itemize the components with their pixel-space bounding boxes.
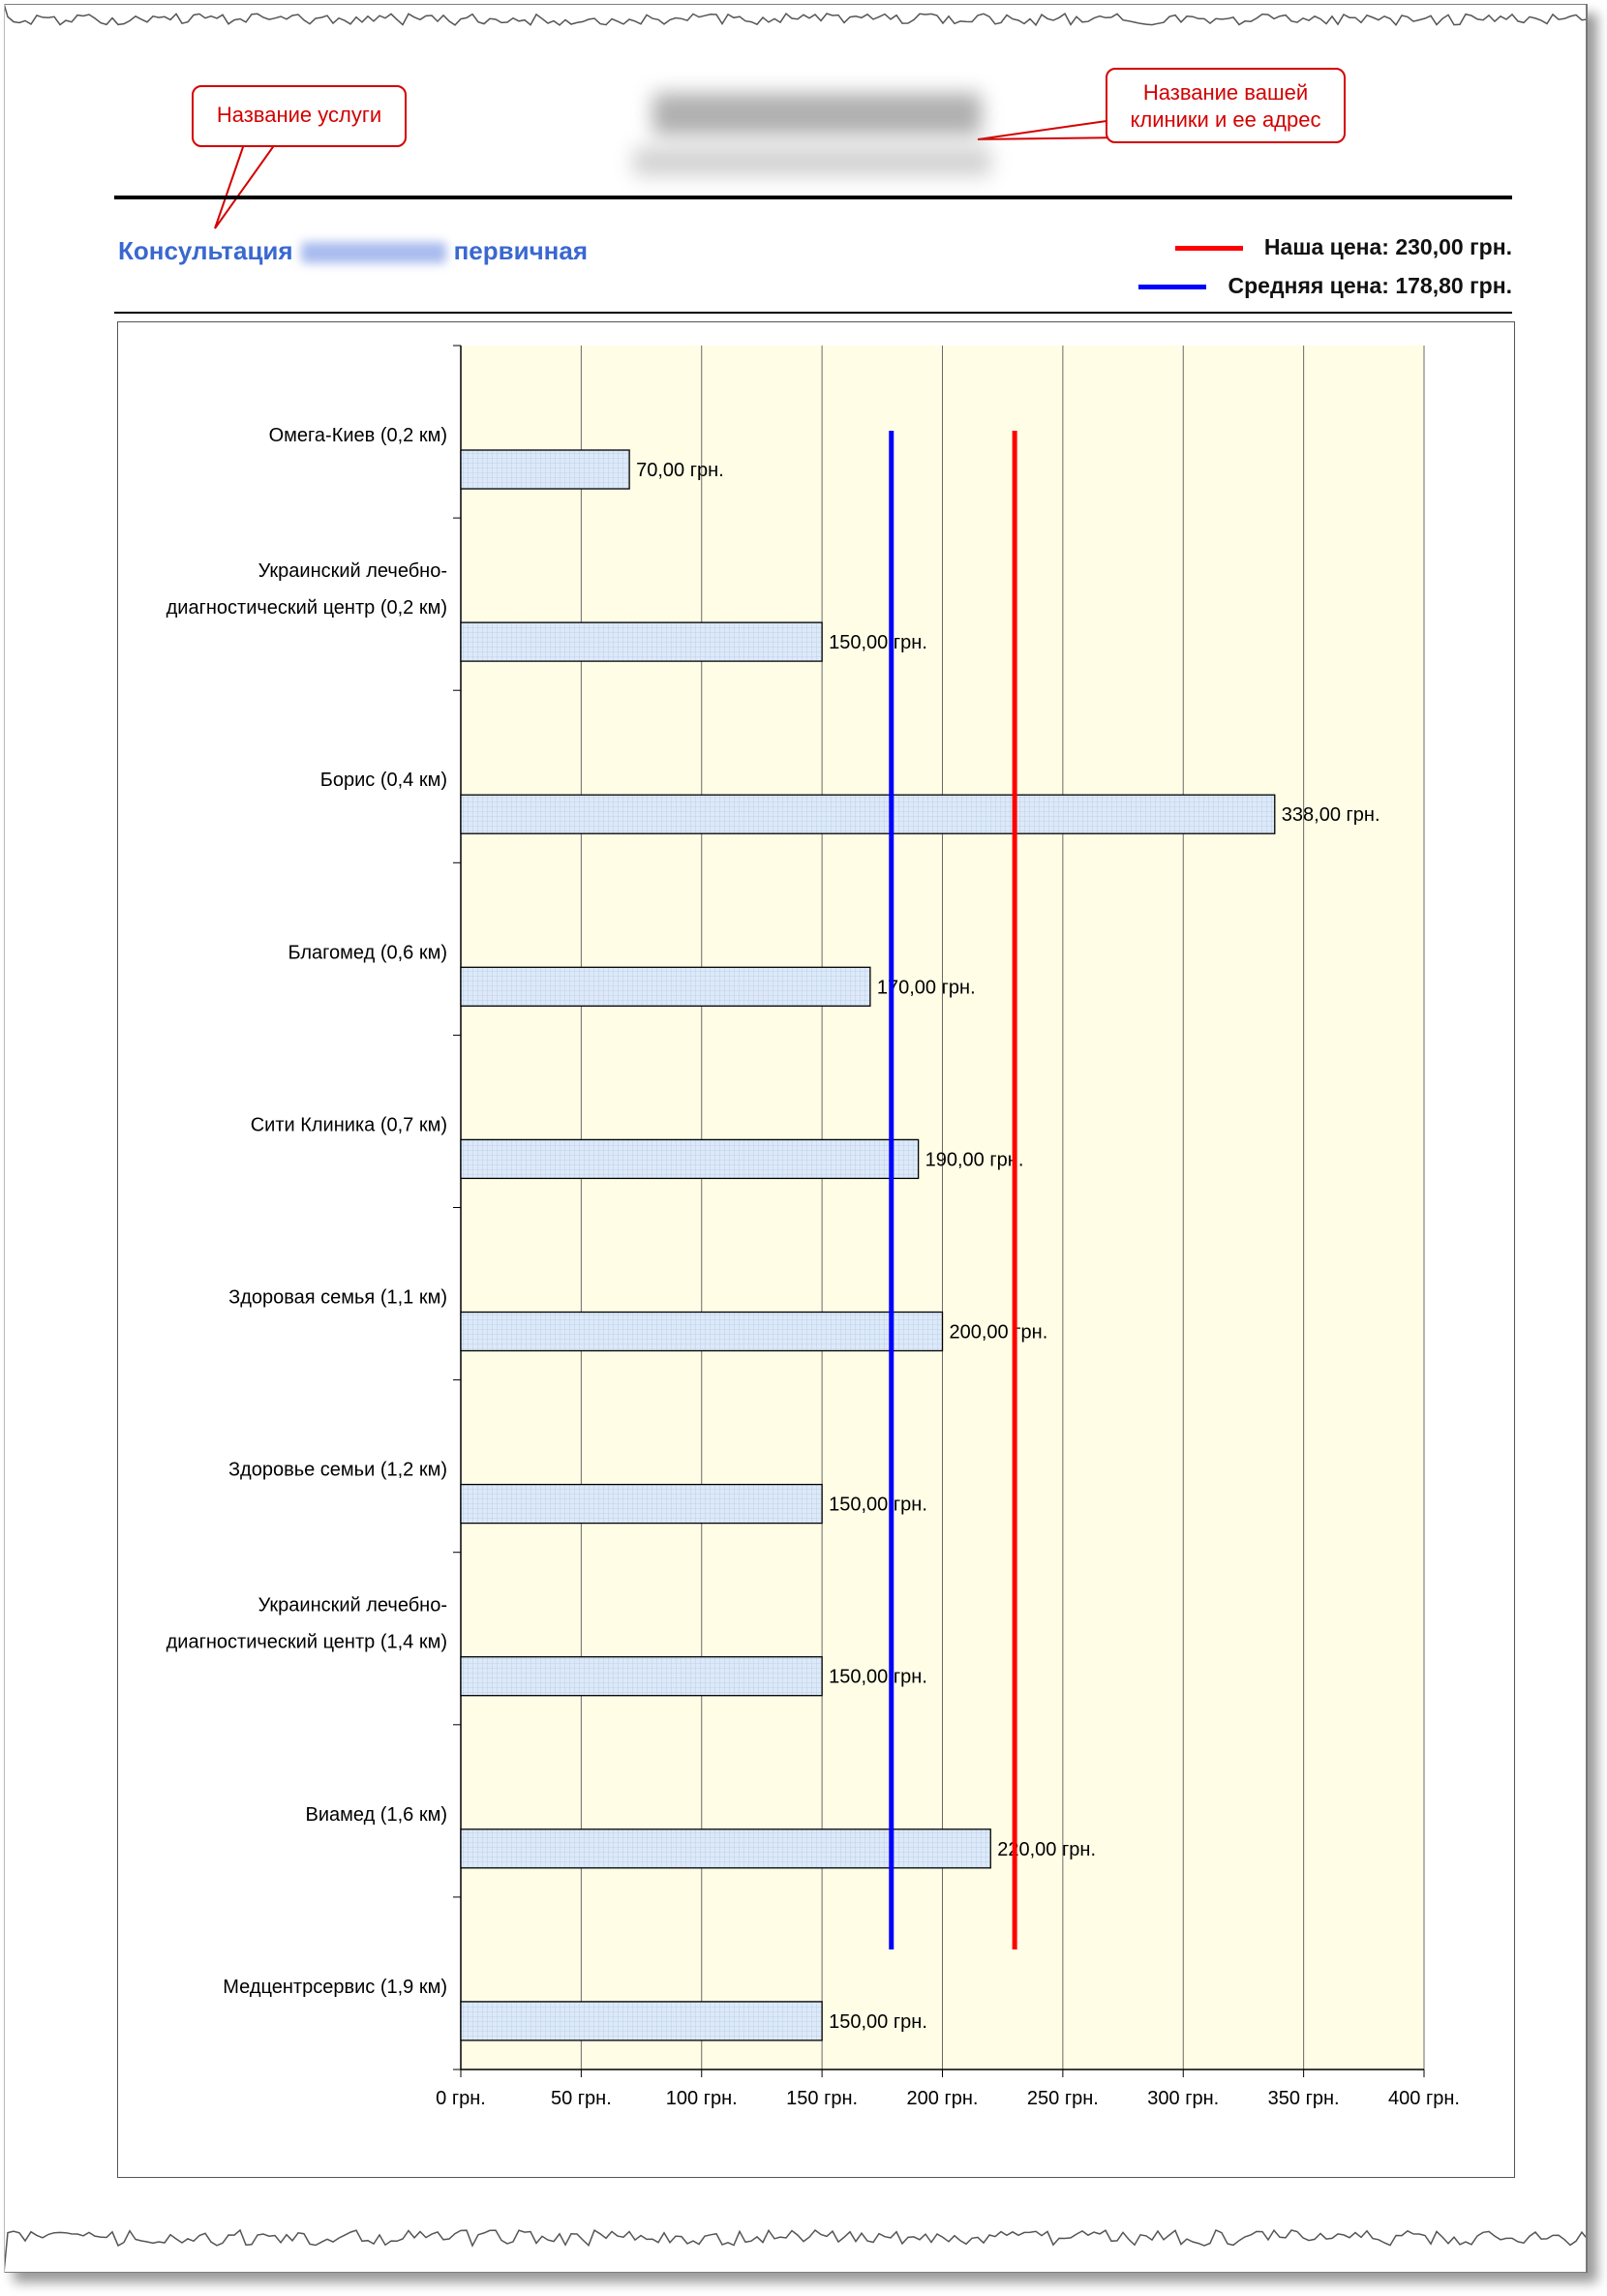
price-value-label: 170,00 грн. [876, 977, 976, 999]
clinic-label [251, 1114, 447, 1135]
x-tick-label: 400 грн. [1388, 2088, 1460, 2109]
clinic-label-line: Сити Клиника (0,7 км) [250, 1114, 447, 1136]
price-bar [461, 1829, 990, 1868]
price-bar [461, 2002, 822, 2040]
price-bar [461, 967, 870, 1006]
price-value-label: 220,00 грн. [997, 1838, 1096, 1860]
clinic-label-line: Здоровая семья (1,1 км) [228, 1286, 447, 1309]
clinic-label [306, 1804, 447, 1826]
price-value-label: 150,00 грн. [829, 2010, 927, 2033]
clinic-label [288, 942, 447, 963]
price-bar [461, 622, 822, 661]
report-page [4, 4, 1588, 2273]
price-bar [461, 450, 629, 489]
x-tick-label: 250 грн. [1026, 2088, 1099, 2109]
clinic-label [167, 1595, 447, 1653]
price-bar [461, 1313, 943, 1351]
price-value-label: 150,00 грн. [829, 632, 927, 654]
legend-average-price-label: Средняя цена: [1228, 273, 1389, 298]
x-tick-label: 300 грн. [1147, 2088, 1220, 2109]
clinic-label-line: диагностический центр (0,2 км) [166, 597, 447, 619]
service-title-word1: Консультация [118, 236, 293, 265]
price-value-label: 190,00 грн. [925, 1149, 1024, 1171]
clinic-label-line: Медцентрсервис (1,9 км) [223, 1976, 447, 1998]
clinic-label [167, 560, 447, 619]
clinic-label [228, 1460, 447, 1481]
legend-our-price-label: Наша цена: [1263, 234, 1389, 259]
legend-our-price-value: 230,00 грн. [1395, 234, 1512, 259]
price-bar [461, 1485, 822, 1524]
legend-average-price-value: 178,80 грн. [1395, 273, 1512, 298]
price-value-label: 338,00 грн. [1281, 804, 1380, 827]
x-tick-label: 150 грн. [786, 2088, 859, 2109]
clinic-label-line: Украинский лечебно- [258, 1594, 447, 1616]
service-title-word2: первичная [453, 236, 589, 265]
price-value-label: 150,00 грн. [829, 1666, 927, 1688]
x-tick-label: 0 грн. [436, 2088, 486, 2109]
clinic-label [269, 425, 447, 446]
price-comparison-chart [4, 4, 1588, 2211]
callout-service-text: Название услуги [216, 103, 382, 127]
torn-bottom-edge [4, 2217, 1588, 2273]
x-tick-label: 350 грн. [1267, 2088, 1340, 2109]
clinic-label [223, 1977, 447, 1998]
clinic-label-line: Здоровье семьи (1,2 км) [227, 1459, 447, 1481]
clinic-label-line: Омега-Киев (0,2 км) [268, 425, 447, 446]
x-tick-label: 100 грн. [665, 2088, 738, 2109]
callout-clinic-line2: клиники и ее адрес [1130, 107, 1321, 132]
clinic-label-line: Благомед (0,6 км) [288, 942, 447, 964]
x-tick-label: 50 грн. [550, 2088, 612, 2109]
callout-clinic-line1: Название вашей [1142, 80, 1309, 105]
x-tick-label: 200 грн. [906, 2088, 979, 2109]
price-bar [461, 1139, 919, 1178]
price-value-label: 200,00 грн. [949, 1321, 1048, 1344]
price-value-label: 150,00 грн. [829, 1494, 927, 1516]
price-bar [461, 1657, 822, 1696]
clinic-label-line: Виамед (1,6 км) [305, 1803, 447, 1826]
clinic-label [228, 1287, 447, 1309]
price-value-label: 70,00 грн. [636, 460, 724, 481]
clinic-label [320, 770, 447, 791]
clinic-label-line: Украинский лечебно- [258, 560, 447, 583]
clinic-label-line: диагностический центр (1,4 км) [166, 1631, 447, 1653]
clinic-label-line: Борис (0,4 км) [319, 770, 447, 792]
price-bar [461, 795, 1275, 833]
